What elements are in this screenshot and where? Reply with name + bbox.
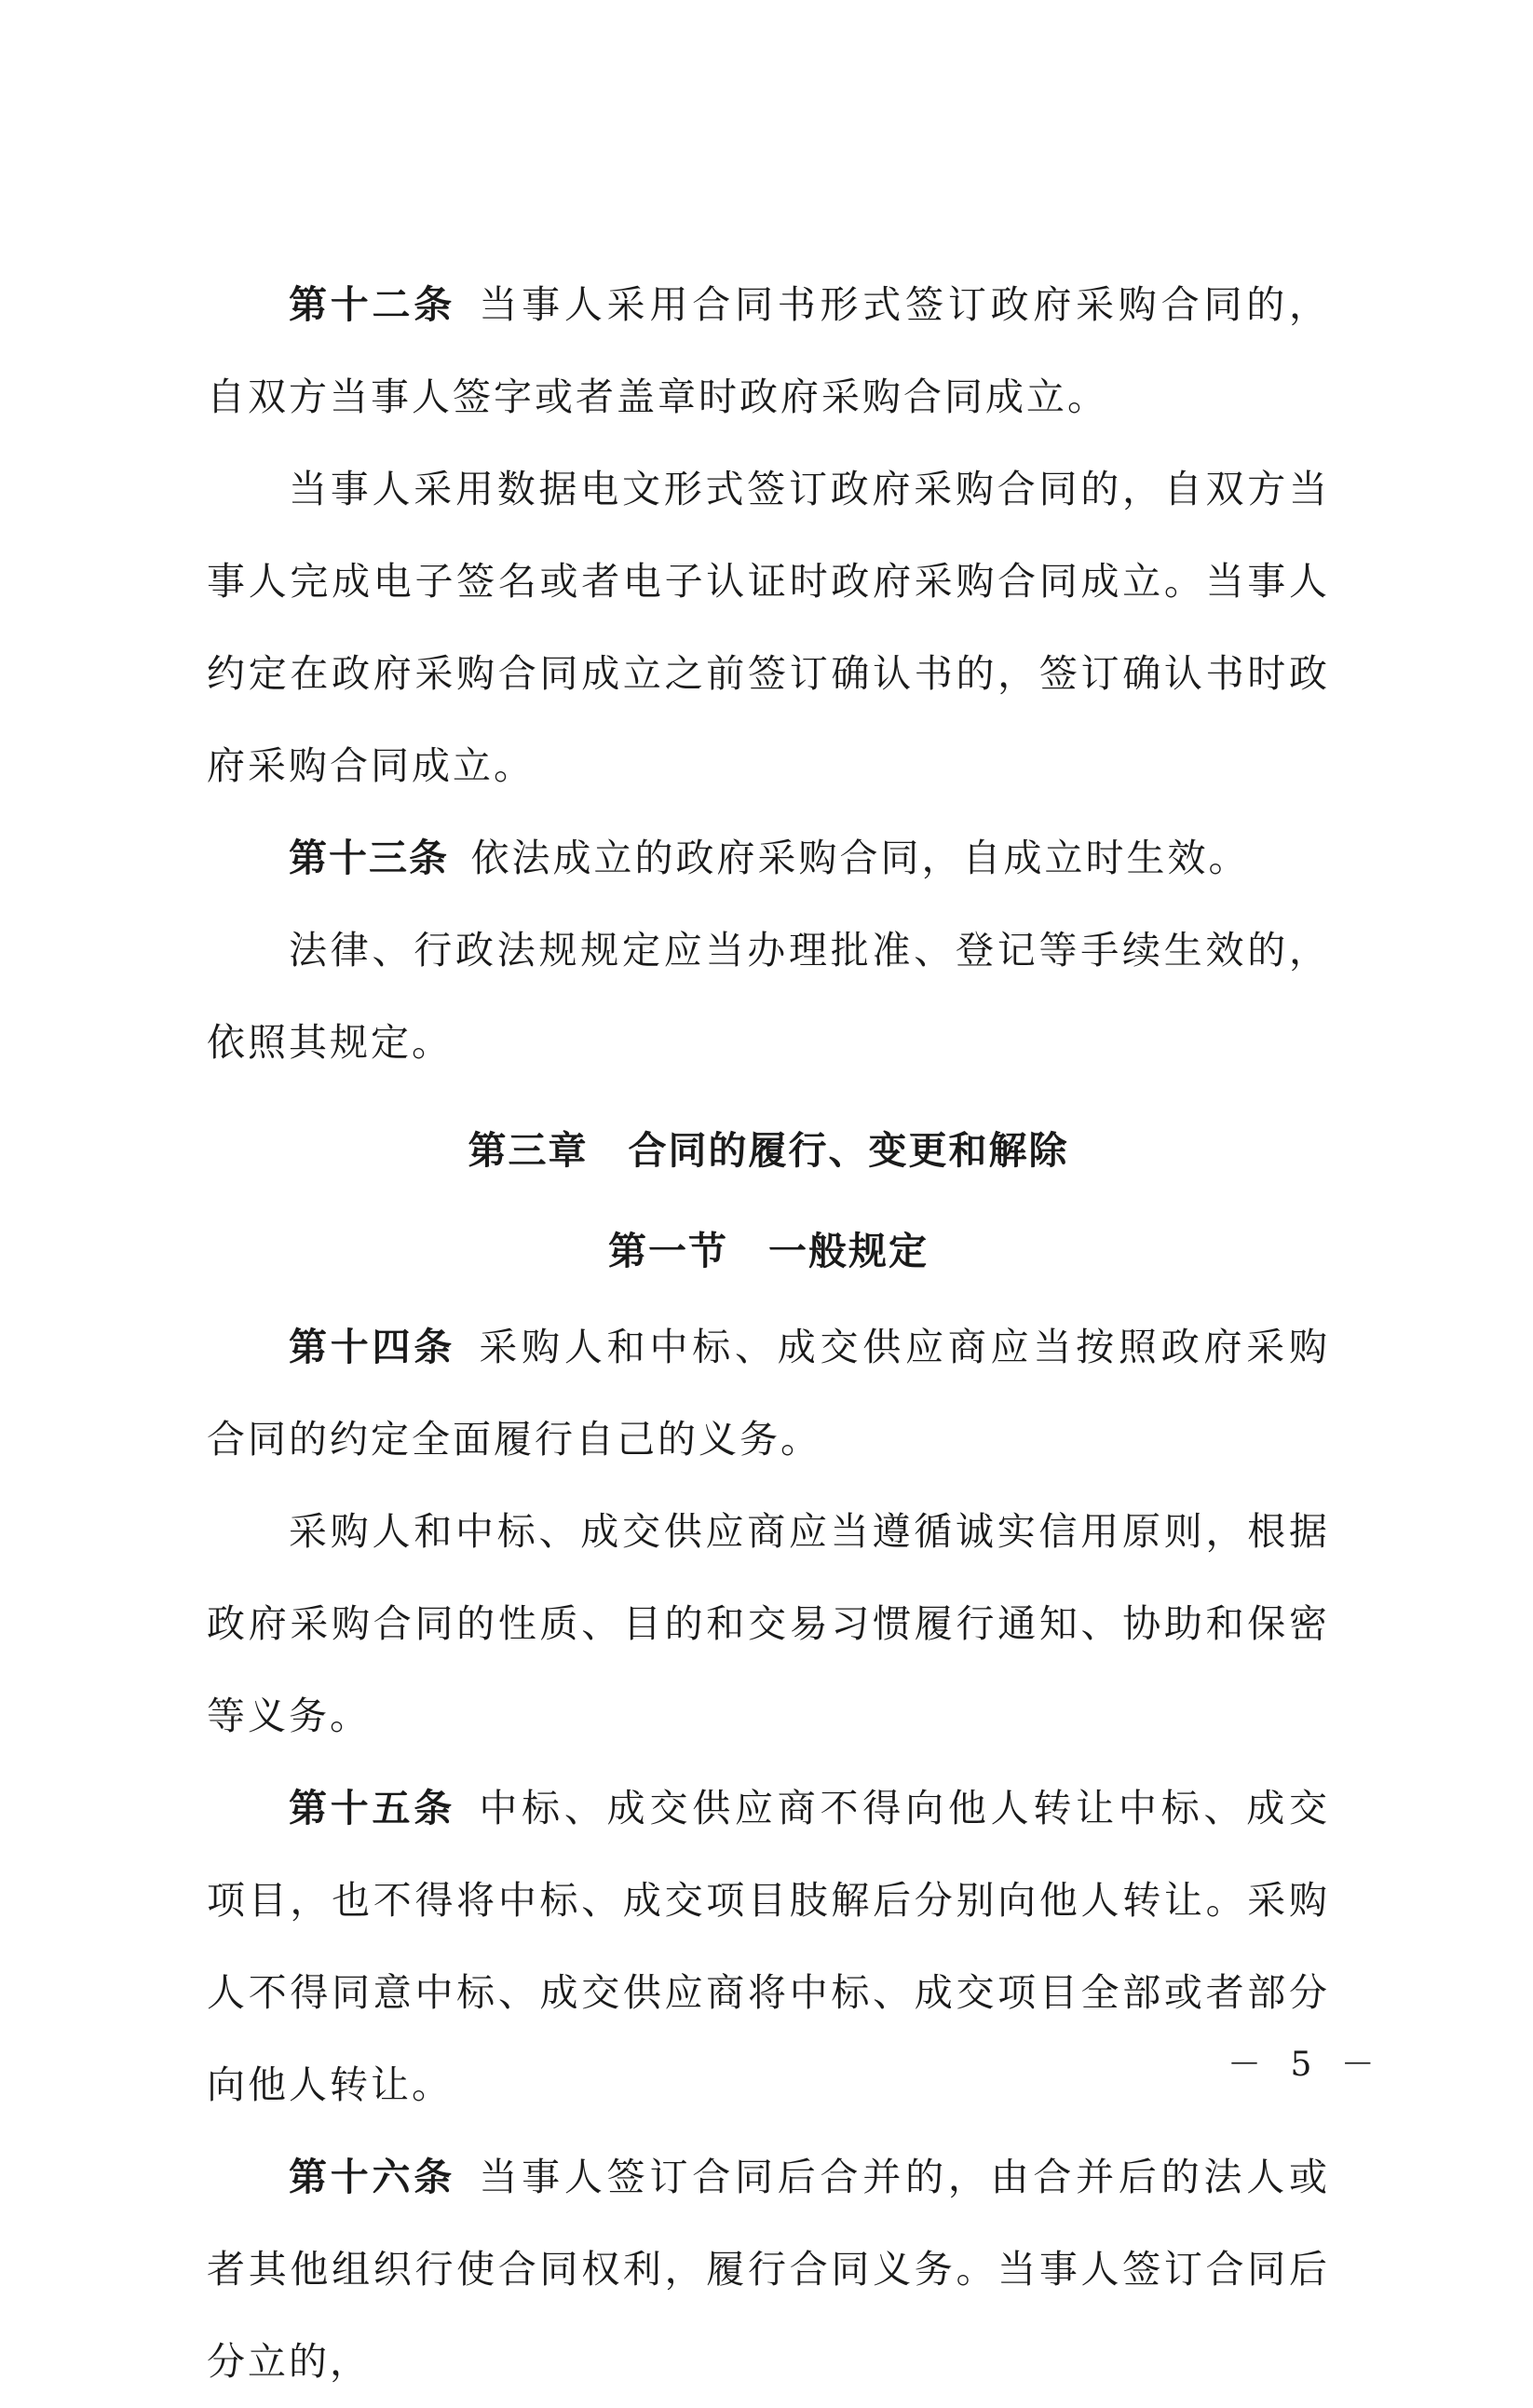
article-13-text-1: 依法成立的政府采购合同，自成立时生效。 bbox=[470, 836, 1250, 880]
article-13-paragraph-2 bbox=[207, 905, 1330, 1089]
article-14-paragraph-2 bbox=[207, 1486, 1330, 1762]
article-12-number: 第十二条 bbox=[289, 282, 456, 327]
page-number: － 5 － bbox=[1228, 2046, 1384, 2084]
article-13-text-2: 法律、行政法规规定应当办理批准、登记等手续生效的，依照其规定。 bbox=[207, 928, 1330, 1065]
article-15-text-1: 中标、成交供应商不得向他人转让中标、成交项目，也不得将中标、成交项目肢解后分别向他人转让。采购人不得同意中标、成交供应商将中标、成交项目全部或者部分向他人转让。 bbox=[207, 1786, 1331, 2107]
chapter-title: 第三章 合同的履行、变更和解除 bbox=[468, 1128, 1069, 1173]
article-14-text-2: 采购人和中标、成交供应商应当遵循诚实信用原则，根据政府采购合同的性质、目的和交易习惯履行通知、协助和保密等义务。 bbox=[207, 1509, 1330, 1738]
article-12-paragraph-1 bbox=[207, 259, 1330, 443]
article-12-text-1: 当事人采用合同书形式签订政府采购合同的，自双方当事人签字或者盖章时政府采购合同成立。 bbox=[207, 282, 1331, 419]
article-13-number: 第十三条 bbox=[289, 836, 449, 880]
article-14-number: 第十四条 bbox=[289, 1325, 456, 1369]
article-16-number: 第十六条 bbox=[289, 2155, 456, 2199]
article-15-paragraph-1 bbox=[207, 1762, 1330, 2131]
article-14-paragraph-1 bbox=[207, 1301, 1330, 1486]
article-16-text-1: 当事人签订合同后合并的，由合并后的法人或者其他组织行使合同权利，履行合同义务。当事人签订合同后分立的， bbox=[207, 2155, 1331, 2384]
article-12-text-2: 当事人采用数据电文形式签订政府采购合同的，自双方当事人完成电子签名或者电子认证时政府采购合同成立。当事人约定在政府采购合同成立之前签订确认书的，签订确认书时政府采购合同成立。 bbox=[207, 467, 1330, 788]
section-title: 第一节 一般规定 bbox=[608, 1229, 929, 1273]
article-15-number: 第十五条 bbox=[289, 1786, 456, 1830]
article-12-paragraph-2 bbox=[207, 443, 1330, 812]
document-page bbox=[207, 259, 1330, 2408]
article-14-text-1: 采购人和中标、成交供应商应当按照政府采购合同的约定全面履行自己的义务。 bbox=[207, 1325, 1331, 1462]
article-13-paragraph-1 bbox=[207, 812, 1330, 905]
article-16-paragraph-1 bbox=[207, 2131, 1330, 2408]
